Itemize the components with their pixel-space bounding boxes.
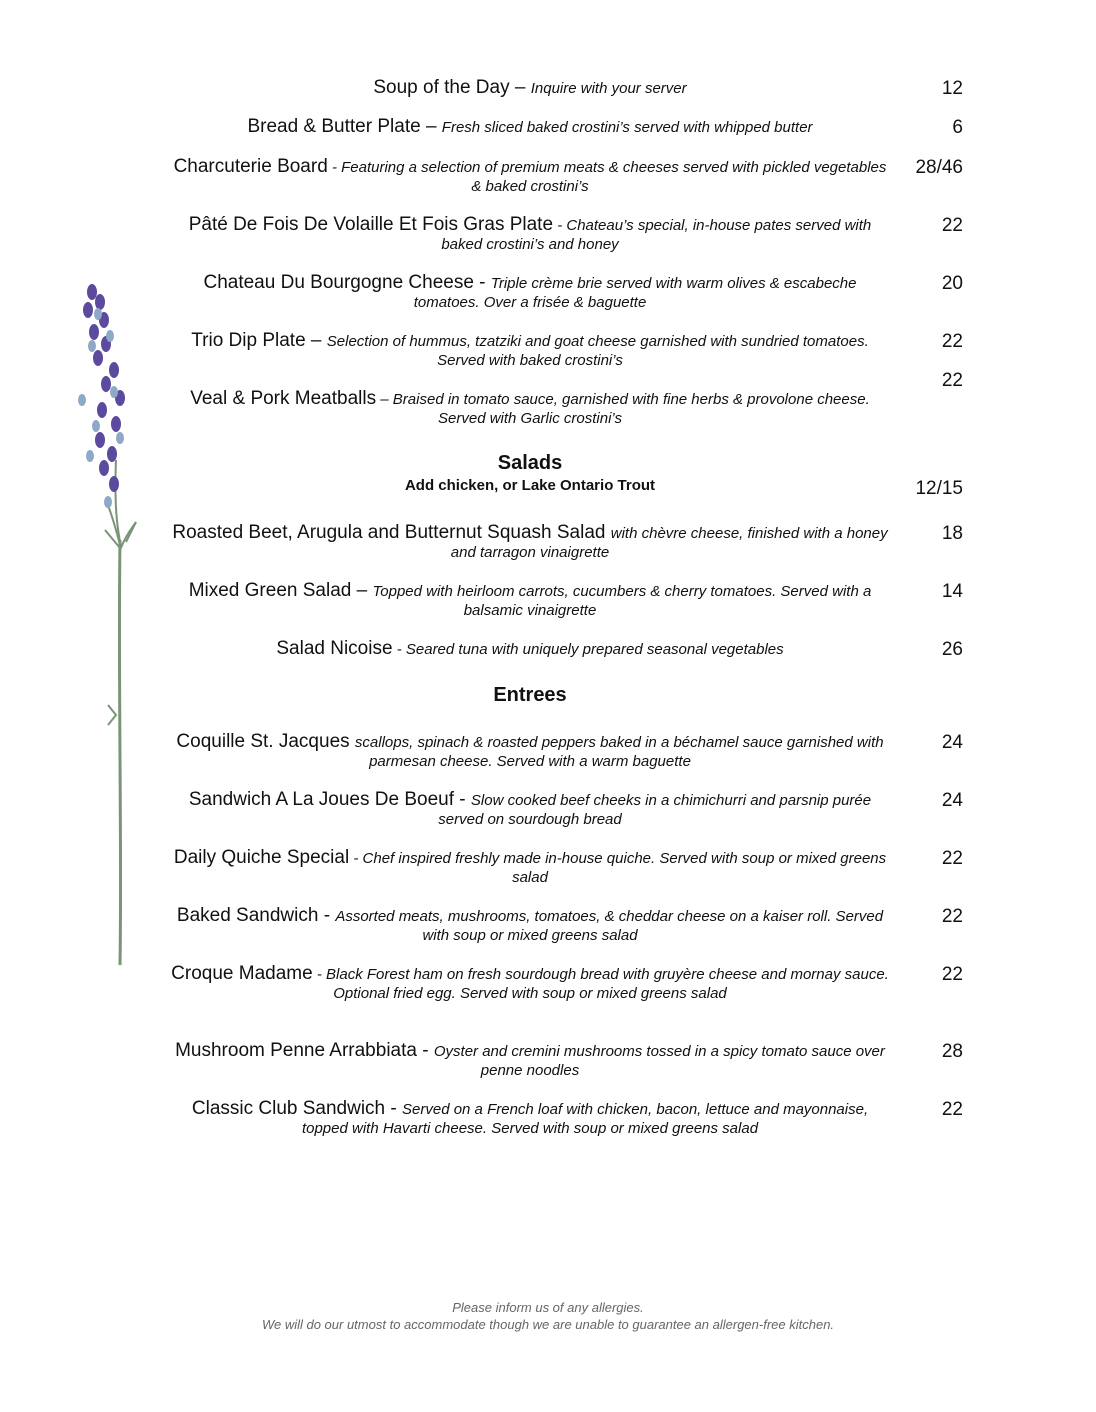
item-name: Daily Quiche Special [173, 847, 350, 868]
item-price: 22 [941, 215, 963, 236]
item-name: Chateau Du Bourgogne Cheese [203, 272, 474, 293]
menu-item-club-sandwich [170, 1099, 890, 1138]
salads-add-protein: Add chicken, or Lake Ontario Trout [404, 477, 656, 494]
menu-item-charcuterie [170, 157, 890, 196]
menu-item-beet-salad [170, 523, 890, 562]
item-price: 22 [941, 906, 963, 927]
section-heading-salads: Salads [497, 452, 563, 474]
item-separator: - [473, 272, 491, 293]
menu-item-beef-cheek-sandwich [170, 790, 890, 829]
item-separator: - [385, 1098, 403, 1119]
item-price: 12 [941, 78, 963, 99]
item-name: Baked Sandwich [176, 905, 319, 926]
item-name: Salad Nicoise [276, 638, 393, 659]
item-description: Oyster and cremini mushrooms tossed in a spicy tomato sauce over penne noodles [433, 1043, 885, 1079]
add-protein-price: 12/15 [915, 478, 963, 499]
item-price: 18 [941, 523, 963, 544]
item-name: Roasted Beet, Arugula and Butternut Squash Salad [172, 522, 606, 543]
menu-item-trio-dip [170, 331, 890, 370]
item-separator: – [351, 580, 373, 601]
item-separator: - [416, 1040, 434, 1061]
item-description: Featuring a selection of premium meats & cheeses served with pickled vegetables & baked crostini’s [341, 159, 887, 195]
item-description: Topped with heirloom carrots, cucumbers & cherry tomatoes. Served with a balsamic vinaigrette [372, 583, 872, 619]
lavender-illustration [70, 280, 150, 970]
item-separator: - [553, 217, 567, 234]
menu-item-mixed-green [170, 581, 890, 620]
item-price: 14 [941, 581, 963, 602]
item-price: 22 [941, 848, 963, 869]
item-description: Served on a French loaf with chicken, bacon, lettuce and mayonnaise, topped with Havarti cheese. Served with soup or mixed greens salad [301, 1101, 869, 1137]
allergy-notice [170, 1299, 926, 1333]
item-price: 24 [941, 732, 963, 753]
item-separator: - [312, 966, 327, 983]
item-separator: – [420, 116, 442, 137]
item-name: Bread & Butter Plate [247, 116, 421, 137]
item-separator: – [509, 77, 531, 98]
item-description: Triple crème brie served with warm olives & escabeche tomatoes. Over a frisée & baguette [413, 275, 857, 311]
item-name: Croque Madame [171, 963, 313, 984]
allergy-notice-line2: We will do our utmost to accommodate though we are unable to guarantee an allergen-free kitchen. [261, 1317, 835, 1332]
item-description: Black Forest ham on fresh sourdough bread with gruyère cheese and mornay sauce. [326, 966, 889, 983]
allergy-notice-line1: Please inform us of any allergies. [452, 1300, 644, 1315]
item-name: Mixed Green Salad [188, 580, 352, 601]
menu-item-soup [170, 78, 890, 98]
item-description: Fresh sliced baked crostini’s served with whipped butter [441, 119, 813, 136]
section-heading-entrees: Entrees [493, 684, 567, 706]
item-separator: - [327, 159, 342, 176]
menu-item-nicoise [170, 639, 890, 659]
item-separator: - [349, 850, 363, 867]
menu-item-penne-arrabbiata [170, 1041, 890, 1080]
item-description: Chateau’s special, in-house pates served with baked crostini’s and honey [441, 217, 872, 253]
item-separator: – [305, 330, 327, 351]
menu-item-baked-sandwich [170, 906, 890, 945]
item-name: Sandwich A La Joues De Boeuf [188, 789, 454, 810]
item-price: 22 [941, 331, 963, 352]
item-separator: - [392, 641, 406, 658]
item-price: 24 [941, 790, 963, 811]
item-price: 22 [941, 370, 963, 391]
item-description: scallops, spinach & roasted peppers baked in a béchamel sauce garnished with parmesan cheese. Served with a warm baguette [354, 734, 884, 770]
item-price: 22 [941, 964, 963, 985]
item-description: Slow cooked beef cheeks in a chimichurri and parsnip purée served on sourdough bread [438, 792, 872, 828]
menu-item-quiche [170, 848, 890, 887]
item-description: Inquire with your server [530, 80, 687, 97]
item-name: Classic Club Sandwich [191, 1098, 386, 1119]
item-separator: - [318, 905, 336, 926]
item-description: Selection of hummus, tzatziki and goat cheese garnished with sundried tomatoes. Served with baked crostini’s [326, 333, 869, 369]
menu-item-coquille [170, 732, 890, 771]
item-separator: – [376, 391, 393, 408]
item-price: 6 [952, 117, 963, 138]
menu-item-bread [170, 117, 890, 137]
item-name: Soup of the Day [373, 77, 510, 98]
item-description-note: Optional fried egg. Served with soup or mixed greens salad [333, 985, 727, 1002]
item-description: with chèvre cheese, finished with a honey and tarragon vinaigrette [450, 525, 888, 561]
menu-item-meatballs [170, 389, 890, 428]
item-price: 22 [941, 1099, 963, 1120]
item-name: Charcuterie Board [173, 156, 328, 177]
item-name: Mushroom Penne Arrabbiata [175, 1040, 417, 1061]
item-name: Pâté De Fois De Volaille Et Fois Gras Plate [188, 214, 554, 235]
item-name: Veal & Pork Meatballs [190, 388, 377, 409]
item-description: Chef inspired freshly made in-house quiche. Served with soup or mixed greens salad [362, 850, 887, 886]
item-description: Seared tuna with uniquely prepared seasonal vegetables [405, 641, 784, 658]
item-name: Trio Dip Plate [191, 330, 306, 351]
item-name: Coquille St. Jacques [176, 731, 350, 752]
item-price: 28/46 [915, 157, 963, 178]
item-description: Assorted meats, mushrooms, tomatoes, & cheddar cheese on a kaiser roll. Served with soup or mixed greens salad [335, 908, 884, 944]
item-price: 26 [941, 639, 963, 660]
menu-item-croque-madame [170, 964, 890, 1003]
item-description: Braised in tomato sauce, garnished with fine herbs & provolone cheese. Served with Garlic crostini’s [392, 391, 870, 427]
item-price: 28 [941, 1041, 963, 1062]
menu-item-pate [170, 215, 890, 254]
item-price: 20 [941, 273, 963, 294]
item-separator: - [454, 789, 471, 810]
menu-item-cheese [170, 273, 890, 312]
